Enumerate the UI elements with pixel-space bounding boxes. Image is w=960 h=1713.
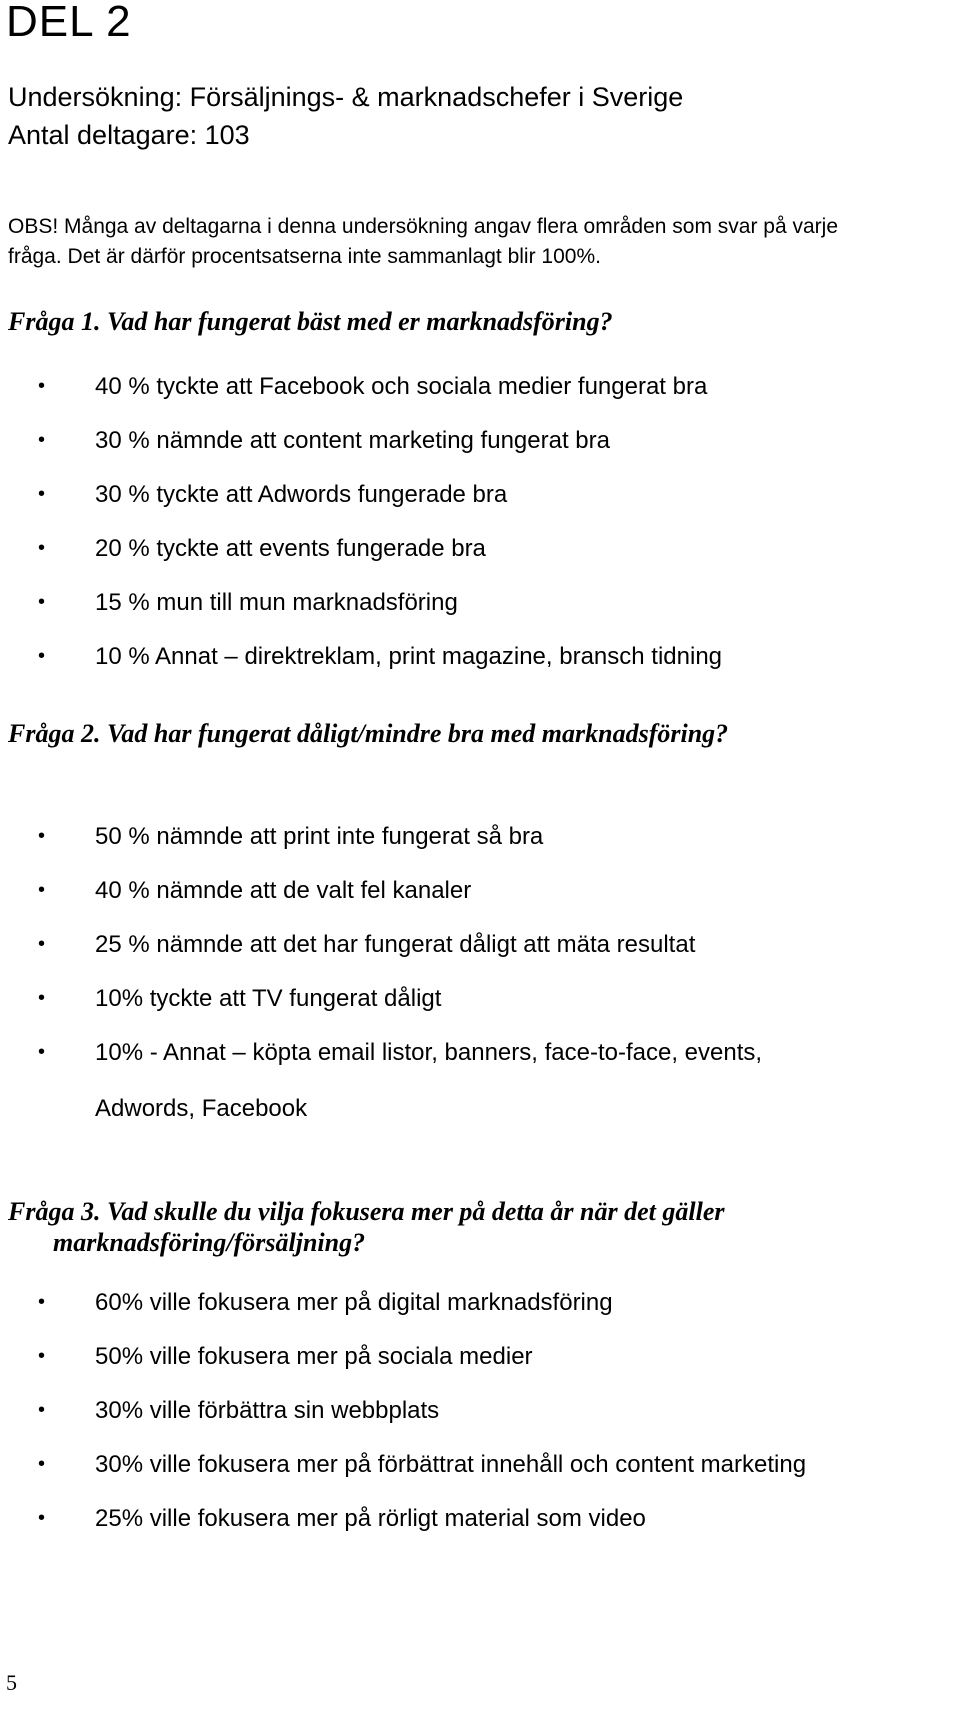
bullet-icon: • — [38, 537, 46, 559]
bullet-icon: • — [38, 1041, 46, 1063]
list-item — [38, 372, 722, 401]
bullet-icon: • — [38, 591, 46, 613]
answer-text: 30 % tyckte att Adwords fungerade bra — [95, 481, 508, 508]
answer-text: 10% tyckte att TV fungerat dåligt — [95, 985, 442, 1012]
survey-title: Undersökning: Försäljnings- & marknadschefer i Sverige — [8, 82, 684, 112]
question-2-answers — [38, 822, 762, 1123]
section-heading: DEL 2 — [6, 0, 132, 46]
bullet-icon: • — [38, 825, 46, 847]
question-3-title-text: Fråga 3. Vad skulle du vilja fokusera mer på detta år när det gäller — [8, 1197, 725, 1226]
answer-text: 30 % nämnde att content marketing fungerat bra — [95, 427, 610, 454]
question-1-title-text: Fråga 1. Vad har fungerat bäst med er marknadsföring? — [8, 307, 613, 336]
question-3-title — [8, 1196, 725, 1258]
question-2-title-text: Fråga 2. Vad har fungerat dåligt/mindre bra med marknadsföring? — [8, 719, 729, 748]
bullet-icon: • — [38, 1453, 46, 1475]
list-item — [38, 1288, 806, 1317]
question-3-answers — [38, 1288, 806, 1533]
answer-text: 40 % tyckte att Facebook och sociala medier fungerat bra — [95, 373, 708, 400]
list-item — [38, 588, 722, 617]
bullet-icon: • — [38, 1345, 46, 1367]
list-item — [38, 426, 722, 455]
bullet-icon: • — [38, 879, 46, 901]
question-1-title — [8, 306, 613, 337]
survey-note — [8, 212, 953, 272]
list-item — [38, 1038, 762, 1123]
answer-text: 50% ville fokusera mer på sociala medier — [95, 1343, 533, 1370]
answer-text-continuation: Adwords, Facebook — [95, 1095, 308, 1122]
answer-text: 25 % nämnde att det har fungerat dåligt att mäta resultat — [95, 931, 696, 958]
answer-text: 25% ville fokusera mer på rörligt material som video — [95, 1505, 646, 1532]
list-item — [38, 1450, 806, 1479]
list-item — [38, 1342, 806, 1371]
answer-text: 10% - Annat – köpta email listor, banners, face-to-face, events, — [95, 1039, 763, 1066]
survey-note-line-2: fråga. Det är därför procentsatserna inte sammanlagt blir 100%. — [8, 245, 601, 268]
list-item — [38, 642, 722, 671]
bullet-icon: • — [38, 645, 46, 667]
answer-text: 15 % mun till mun marknadsföring — [95, 589, 458, 616]
question-1-answers — [38, 372, 722, 671]
bullet-icon: • — [38, 483, 46, 505]
answer-text: 30% ville fokusera mer på förbättrat innehåll och content marketing — [95, 1451, 807, 1478]
bullet-icon: • — [38, 429, 46, 451]
answer-text: 20 % tyckte att events fungerade bra — [95, 535, 486, 562]
question-3-title-continuation: marknadsföring/försäljning? — [53, 1228, 366, 1257]
question-2-title — [8, 718, 728, 749]
survey-participants: Antal deltagare: 103 — [8, 120, 250, 150]
bullet-icon: • — [38, 933, 46, 955]
list-item — [38, 534, 722, 563]
answer-text: 60% ville fokusera mer på digital marknadsföring — [95, 1289, 613, 1316]
bullet-icon: • — [38, 987, 46, 1009]
answer-text: 30% ville förbättra sin webbplats — [95, 1397, 440, 1424]
answer-text: 40 % nämnde att de valt fel kanaler — [95, 877, 472, 904]
list-item — [38, 984, 762, 1013]
list-item — [38, 876, 762, 905]
survey-note-line-1: OBS! Många av deltagarna i denna undersökning angav flera områden som svar på varje — [8, 215, 838, 238]
list-item — [38, 930, 762, 959]
bullet-icon: • — [38, 375, 46, 397]
bullet-icon: • — [38, 1399, 46, 1421]
list-item — [38, 1504, 806, 1533]
list-item — [38, 822, 762, 851]
answer-text: 10 % Annat – direktreklam, print magazine, bransch tidning — [95, 643, 723, 670]
page-number: 5 — [6, 1670, 17, 1695]
answer-text: 50 % nämnde att print inte fungerat så bra — [95, 823, 544, 850]
list-item — [38, 480, 722, 509]
bullet-icon: • — [38, 1291, 46, 1313]
list-item — [38, 1396, 806, 1425]
bullet-icon: • — [38, 1507, 46, 1529]
